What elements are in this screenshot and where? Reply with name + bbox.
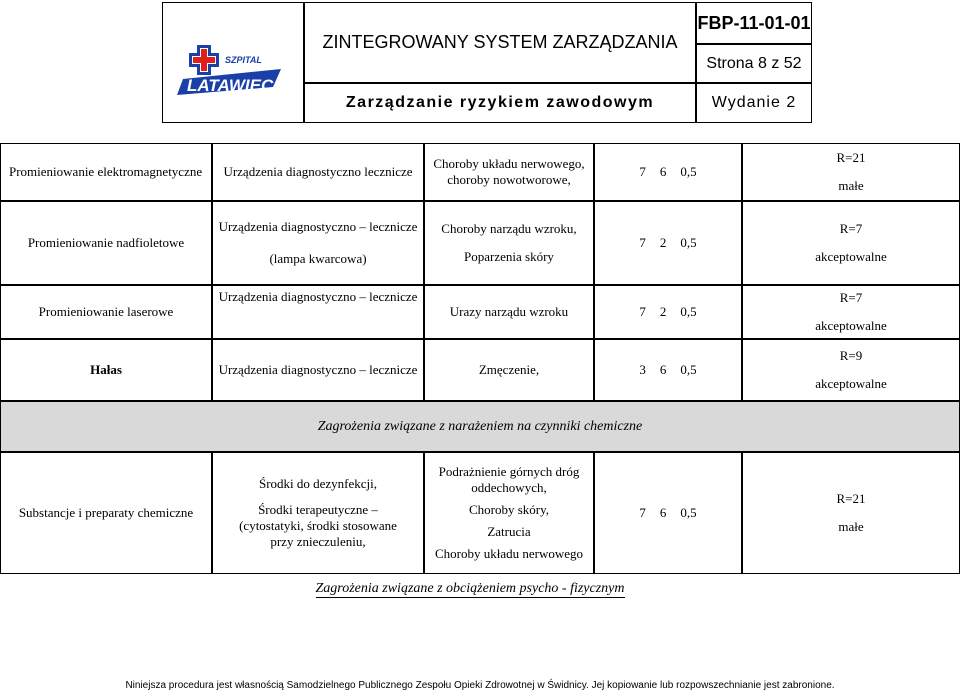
effect-text: Podrażnienie górnych dróg oddechowych, [438,464,580,495]
edition-label: Wydanie 2 [696,83,812,123]
hazard-label: Promieniowanie elektromagnetyczne [9,164,203,179]
probability-value: 7 [639,304,646,319]
table-row-hazard [0,143,212,201]
effect-text: Poparzenia skóry [464,249,554,264]
severity-value: 6 [659,505,667,520]
source-cell [212,285,424,339]
hazard-label: Promieniowanie laserowe [38,304,174,319]
risk-value: R=7 [839,290,863,305]
effects-cell [424,143,594,201]
source-cell [212,339,424,401]
source-label: Urządzenia diagnostyczno – lecznicze [218,362,418,377]
logo-text-main: LATAWIEC [187,76,274,95]
source-cell [212,143,424,201]
system-title: ZINTEGROWANY SYSTEM ZARZĄDZANIA [304,2,696,83]
effect-text: Zatrucia [487,524,531,539]
exposure-value: 0,5 [680,164,697,179]
risk-cell [742,201,960,285]
section-title: Zagrożenia związane z narażeniem na czynniki chemiczne [317,418,643,434]
risk-cell [742,285,960,339]
source-label: Urządzenia diagnostyczno lecznicze [223,164,413,179]
risk-level: akceptowalne [815,318,887,333]
exposure-value: 0,5 [680,505,697,520]
table-row-hazard [0,452,212,574]
severity-value: 2 [659,235,667,250]
effects-cell [424,339,594,401]
risk-value: R=7 [839,221,863,236]
hospital-logo [163,3,303,122]
exposure-value: 0,5 [680,235,697,250]
document-subtitle: Zarządzanie ryzykiem zawodowym [304,83,696,123]
source-label: Urządzenia diagnostyczno – lecznicze [218,219,418,234]
severity-value: 2 [659,304,667,319]
effect-text: Choroby narządu wzroku, [441,221,577,236]
exposure-value: 0,5 [680,304,697,319]
effect-text: Choroby układu nerwowego, [433,156,585,171]
probability-value: 3 [639,362,646,377]
effects-cell [424,452,594,574]
risk-params-cell [594,452,742,574]
document-code: FBP-11-01-01 [696,2,812,44]
effect-text: choroby nowotworowe, [447,172,571,187]
risk-params-cell [594,143,742,201]
risk-value: R=9 [839,348,863,363]
logo-text-top: SZPITAL [225,55,262,65]
probability-value: 7 [639,235,646,250]
footer-note: Niniejsza procedura jest własnością Samodzielnego Publicznego Zespołu Opieki Zdrowotnej w Świdnicy. Jej kopiowanie lub rozpowszechnianie jest zabronione. [125,680,835,691]
risk-level: małe [838,178,864,193]
hazard-label: Promieniowanie nadfioletowe [27,235,185,250]
risk-cell [742,143,960,201]
section-title: Zagrożenia związane z obciążeniem psycho - fizycznym [315,580,625,596]
hazard-label: Substancje i preparaty chemiczne [18,505,194,520]
effect-text: Urazy narządu wzroku [449,304,569,319]
risk-params-cell [594,285,742,339]
risk-level: akceptowalne [815,249,887,264]
risk-cell [742,452,960,574]
effects-cell [424,285,594,339]
severity-value: 6 [659,362,667,377]
effect-text: Choroby układu nerwowego [434,546,584,561]
risk-level: akceptowalne [815,376,887,391]
table-row-hazard [0,285,212,339]
source-cell [212,452,424,574]
section-header-psycho [0,574,960,604]
risk-value: R=21 [836,491,866,506]
section-header-chemical [0,401,960,452]
logo-box [162,2,304,123]
risk-level: małe [838,519,864,534]
source-label: (lampa kwarcowa) [269,251,367,266]
page-info: Strona 8 z 52 [696,44,812,83]
hazard-label: Hałas [90,362,122,377]
table-row-hazard [0,201,212,285]
effects-cell [424,201,594,285]
probability-value: 7 [639,164,646,179]
risk-value: R=21 [836,150,866,165]
risk-params-cell [594,339,742,401]
exposure-value: 0,5 [680,362,697,377]
source-label: Urządzenia diagnostyczno – lecznicze [218,289,418,304]
effect-text: Choroby skóry, [468,502,550,517]
severity-value: 6 [659,164,667,179]
risk-cell [742,339,960,401]
effect-text: Zmęczenie, [478,362,540,377]
risk-params-cell [594,201,742,285]
source-cell [212,201,424,285]
source-label: Środki terapeutyczne – (cytostatyki, środki stosowane przy znieczuleniu, [239,502,397,549]
table-row-hazard [0,339,212,401]
source-label: Środki do dezynfekcji, [258,476,378,491]
probability-value: 7 [639,505,646,520]
